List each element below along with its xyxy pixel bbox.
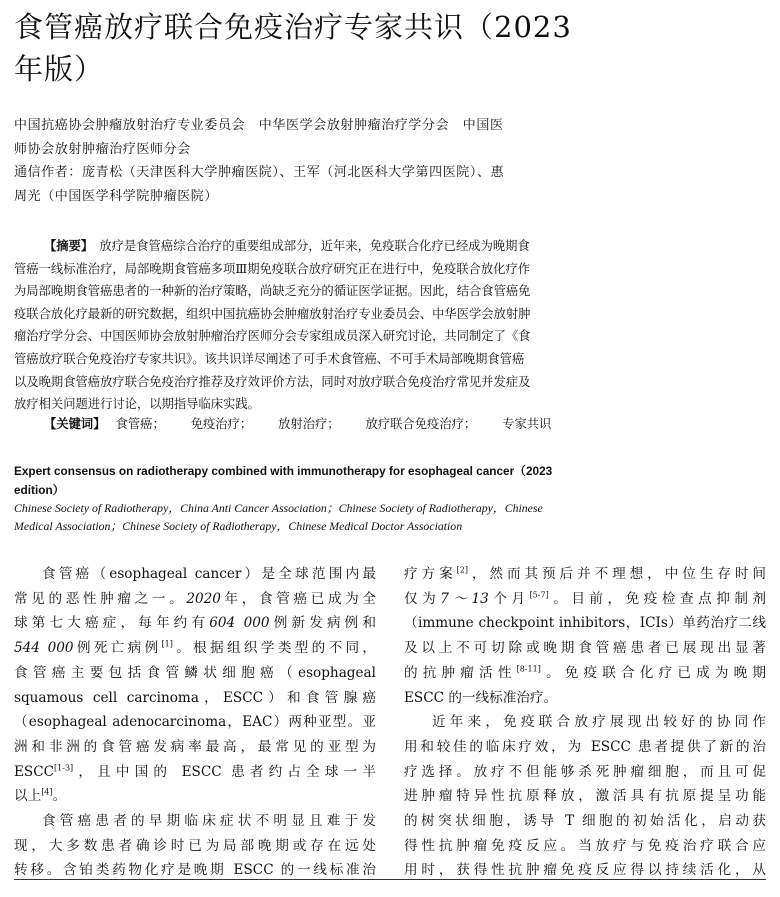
citation: [5-7] bbox=[529, 590, 549, 600]
body-line: 544 000例死亡病例[1]。根据组织学类型的不同， bbox=[14, 639, 376, 657]
body-line: 得性抗肿瘤免疫反应。当放疗与免疫治疗联合应 bbox=[404, 837, 766, 854]
body-line: （immune checkpoint inhibitors，ICIs）单药治疗二线 bbox=[404, 615, 766, 632]
english-affiliations bbox=[14, 499, 614, 535]
page-bottom-rule bbox=[14, 879, 766, 880]
article-title bbox=[14, 6, 734, 90]
keyword: 放射治疗； bbox=[278, 417, 340, 431]
english-affiliation-line-2: Medical Association；Chinese Society of Radiotherapy，Chinese Medical Doctor Association bbox=[14, 519, 463, 533]
keyword: 免疫治疗； bbox=[190, 417, 253, 431]
body-line: 近年来，免疫联合放疗展现出较好的协同作 bbox=[432, 714, 766, 731]
body-column-right bbox=[404, 562, 766, 883]
corresponding-authors-line-2: 周光（中国医学科学院肿瘤医院） bbox=[14, 188, 219, 204]
keyword: 专家共识 bbox=[502, 417, 552, 431]
body-line: 及以上不可切除或晚期食管癌患者已展现出显著 bbox=[404, 640, 766, 657]
body-line: 疗选择。放疗不但能够杀死肿瘤细胞，而且可促 bbox=[404, 763, 766, 780]
body-line: 洲和非洲的食管癌发病率最高，最常见的亚型为 bbox=[14, 738, 376, 755]
abstract-line: 瘤治疗学分会、中国医师协会放射肿瘤治疗医师分会专家组成员深入研究讨论，共同制定了《食 bbox=[14, 329, 531, 344]
english-title bbox=[14, 462, 614, 500]
body-line: 球第七大癌症，每年约有604 000例新发病例和 bbox=[14, 615, 376, 632]
abstract-line: 管癌放疗联合免疫治疗专家共识》。该共识详尽阐述了可手术食管癌、不可手术局部晚期食管癌 bbox=[14, 351, 525, 366]
affiliation-line-2: 师协会放射肿瘤治疗医师分会 bbox=[14, 141, 191, 157]
affiliation-line-1: 中国抗癌协会肿瘤放射治疗专业委员会 中华医学会放射肿瘤治疗学分会 中国医 bbox=[14, 118, 504, 133]
body-line: 食管癌患者的早期临床症状不明显且难于发 bbox=[42, 813, 376, 830]
body-line: 食管癌主要包括食管鳞状细胞癌（esophageal bbox=[14, 664, 376, 681]
body-line: squamous cell carcinoma，ESCC）和食管腺癌 bbox=[14, 689, 376, 706]
english-affiliation-line-1: Chinese Society of Radiotherapy，China Anti Cancer Association；Chinese Society of Radiotherapy，Chinese bbox=[14, 501, 543, 515]
keyword: 放疗联合免疫治疗； bbox=[365, 417, 477, 431]
keywords-tag: 【关键词】 bbox=[44, 416, 100, 431]
keywords bbox=[44, 413, 604, 435]
abstract-line: 以及晚期食管癌放疗联合免疫治疗推荐及疗效评价方法，同时对放疗联合免疫治疗常见并发症及 bbox=[14, 374, 531, 389]
body-line: 的树突状细胞，诱导 T 细胞的初始活化，启动获 bbox=[404, 813, 766, 830]
body-line: 以上[4]。 bbox=[14, 787, 67, 805]
body-line: 的抗肿瘤活性[8-11]。免疫联合化疗已成为晚期 bbox=[404, 664, 766, 681]
body-line: 仅为7～13个月[5-7]。目前，免疫检查点抑制剂 bbox=[404, 590, 766, 607]
title-line-1: 食管癌放疗联合免疫治疗专家共识（2023 bbox=[14, 10, 572, 44]
english-title-line-1: Expert consensus on radiotherapy combined with immunotherapy for esophageal cancer（2023 bbox=[14, 464, 553, 478]
citation: [1] bbox=[161, 639, 173, 649]
body-line: 用时，获得性抗肿瘤免疫反应得以持续活化，从 bbox=[404, 862, 766, 879]
abstract-tag: 【摘要】 bbox=[44, 238, 88, 253]
keyword: 食管癌； bbox=[115, 417, 165, 431]
body-line: 现，大多数患者确诊时已为局部晚期或存在远处 bbox=[14, 837, 376, 854]
citation: [8-11] bbox=[516, 664, 541, 674]
body-line: 食管癌（esophageal cancer）是全球范围内最 bbox=[42, 566, 376, 582]
abstract-line: 【摘要】 放疗是食管癌综合治疗的重要组成部分，近年来，免疫联合化疗已经成为晚期食 bbox=[44, 238, 530, 253]
body-line: 进肿瘤特异性抗原释放，激活具有抗原提呈功能 bbox=[404, 788, 766, 805]
title-line-2: 年版） bbox=[14, 52, 105, 86]
author-affiliations bbox=[14, 114, 622, 208]
citation: [1-3] bbox=[54, 763, 74, 773]
body-line: 转移。含铂类药物化疗是晚期 ESCC 的一线标准治 bbox=[14, 862, 376, 879]
body-column-left bbox=[14, 562, 376, 883]
corresponding-authors-line-1: 通信作者：庞青松（天津医科大学肿瘤医院）、王军（河北医科大学第四医院）、惠 bbox=[14, 165, 505, 180]
body-line: （esophageal adenocarcinoma，EAC）两种亚型。亚 bbox=[14, 714, 376, 731]
citation: [2] bbox=[456, 565, 468, 575]
body-line: ESCC 的一线标准治疗。 bbox=[404, 689, 558, 706]
abstract-line: 为局部晚期食管癌患者的一种新的治疗策略，尚缺乏充分的循证医学证据。因此，结合食管癌免 bbox=[14, 284, 531, 299]
citation: [4] bbox=[41, 787, 53, 797]
body-line: 疗方案[2]，然而其预后并不理想，中位生存时间 bbox=[404, 565, 766, 582]
abstract-line: 疫联合放化疗最新的研究数据，组织中国抗癌协会肿瘤放射治疗专业委员会、中华医学会放射肿 bbox=[14, 306, 531, 321]
abstract bbox=[14, 235, 612, 416]
body-line: ESCC[1-3]，且中国的 ESCC 患者约占全球一半 bbox=[14, 763, 376, 780]
english-title-line-2: edition） bbox=[14, 483, 65, 497]
body-line: 常见的恶性肿瘤之一。2020年，食管癌已成为全 bbox=[14, 590, 376, 607]
abstract-line: 管癌一线标准治疗，局部晚期食管癌多项Ⅲ期免疫联合放疗研究正在进行中，免疫联合放化疗作 bbox=[14, 261, 531, 276]
abstract-line: 放疗相关问题进行讨论，以期指导临床实践。 bbox=[14, 397, 260, 412]
body-line: 用和较佳的临床疗效，为 ESCC 患者提供了新的治 bbox=[404, 738, 766, 755]
